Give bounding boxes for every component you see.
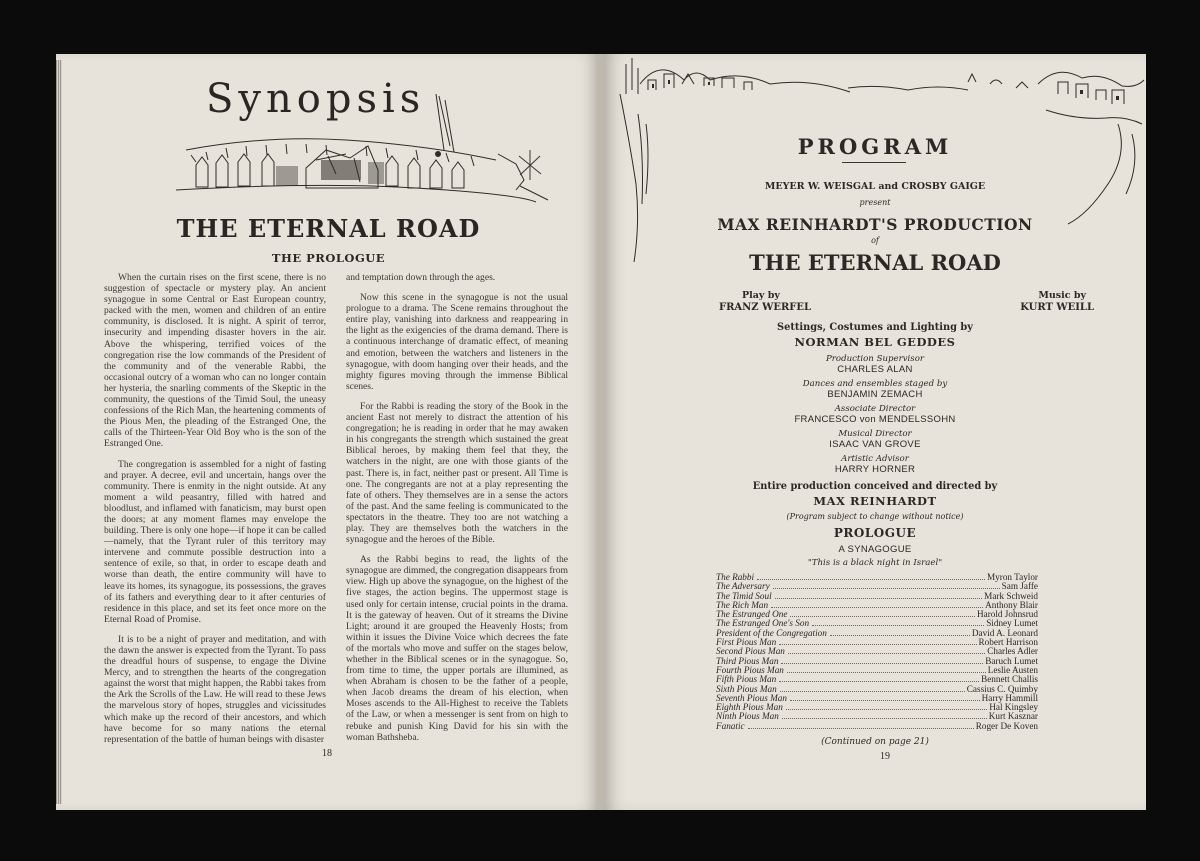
cast-actor: Bennett Challis [981, 674, 1038, 685]
credit-role: Production Supervisor [826, 354, 924, 364]
dot-leader [775, 597, 983, 599]
music-by-label: Music by [1038, 290, 1086, 301]
page-number-left: 18 [322, 748, 332, 759]
cast-role: Seventh Pious Man [716, 692, 787, 703]
synopsis-heading: Synopsis [206, 76, 426, 122]
director-name: MAX REINHARDT [813, 494, 937, 508]
synopsis-column-1 [104, 272, 326, 754]
cast-actor: Roger De Koven [975, 720, 1038, 731]
cast-role: The Rabbi [716, 572, 755, 582]
dot-leader [773, 587, 1000, 589]
dot-leader [812, 624, 984, 626]
music-by-composer: KURT WEILL [1020, 302, 1094, 313]
continued-note: (Continued on page 21) [821, 737, 929, 747]
of-word: of [871, 236, 879, 245]
pencil-asterisk-mark [516, 148, 544, 182]
cast-actor: Baruch Lumet [985, 655, 1038, 666]
cast-role: The Estranged One [716, 609, 788, 620]
credit-role: Artistic Advisor [841, 454, 909, 464]
cast-list [716, 573, 1038, 731]
cast-actor: Charles Adler [987, 646, 1038, 657]
program-heading: PROGRAM [797, 134, 953, 159]
right-page [604, 54, 1146, 810]
directed-label: Entire production conceived and directed by [752, 481, 998, 492]
synopsis-paragraph: Now this scene in the synagogue is not the usual prologue to a drama. The Scene remains throughout the entire play, vanishing into darkness and reappearing in the light as the exigencies of the drama demand. There is a continuous interchange of dramatic effect, of meaning and emotion, between the watchers and listeners in the synagogue, with doom hanging over their heads, and the mighty figures moving through the immense Biblical scenes. [346, 292, 568, 392]
synopsis-paragraph: and temptation down through the ages. [346, 272, 496, 283]
dot-leader [748, 727, 974, 729]
dot-leader [782, 717, 987, 719]
dot-leader [788, 652, 985, 654]
cast-role: Ninth Pious Man [716, 711, 779, 722]
cast-role: Sixth Pious Man [716, 683, 777, 694]
dot-leader [779, 680, 979, 682]
play-by-author: FRANZ WERFEL [719, 302, 812, 313]
credit-role: Associate Director [834, 404, 916, 414]
synopsis-subtitle: THE PROLOGUE [271, 251, 386, 265]
cast-role: Eighth Pious Man [716, 702, 783, 713]
cast-role: First Pious Man [716, 637, 777, 648]
settings-designer: NORMAN BEL GEDDES [794, 335, 956, 349]
cast-role: Fourth Pious Man [716, 664, 784, 675]
cast-actor: Mark Schweid [984, 590, 1038, 601]
synopsis-paragraph: As the Rabbi begins to read, the lights of the synagogue are dimmed, the congregation disappears from view. High up above the synagogue, on the highest of the five stages, the action begins. The uppermost stage is used only for certain intense, crucial points in the drama. It is the gateway of heaven. Out of it streams the Divine Light; around it are grouped the Heavenly Hosts; from within it issues the Divine Voice which decrees the fate of the mortals who move and suffer on the stages below, whether in the Biblical scenes or in the synagogue. So, from time to time, the upper portals are illumined, as when Abraham is chosen to be the father of a people, when Jacob dreams the dream of his election, when Moses ascends to the All-Highest to receive the Tablets of the Law, or when a messenger is sent from on high to rebuke and punish King David for his sin with the woman Bathsheba. [346, 554, 568, 743]
cast-role: President of the Congregation [716, 627, 827, 638]
open-program-spread [56, 54, 1146, 810]
cast-actor: Sam Jaffe [1001, 581, 1038, 592]
credit-name: FRANCESCO von MENDELSSOHN [794, 414, 956, 425]
cast-role: The Rich Man [716, 599, 769, 610]
credit-name: HARRY HORNER [834, 464, 916, 475]
synopsis-paragraph: For the Rabbi is reading the story of the Book in the ancient East not merely to distract the attention of his congregation; he is reading in order that he may awaken in his congregants the strength which sustained the great Biblical heroes, by making them feel that they, the watchers in the night, are one with those giants of the past. There is, in fact, neither past or present. All Time is one. The congregants are not at a play representing the fate of others. They themselves are in a sense the actors of the past. And the same feeling is communicated to the spectators in the theatre. They too are not watching a play. They are themselves both the watchers in the synagogue and the heroes of the Bible. [346, 400, 568, 546]
cast-row [716, 722, 1038, 731]
cast-actor: Leslie Austen [987, 664, 1038, 675]
credit-name: CHARLES ALAN [837, 364, 913, 375]
cast-role: The Estranged One's Son [716, 618, 810, 629]
credit-name: ISAAC VAN GROVE [829, 439, 921, 450]
cast-actor: Hal Kingsley [989, 702, 1038, 713]
page-stack-edge [56, 60, 62, 804]
dot-leader [781, 662, 983, 664]
cast-actor: Harry Hammill [981, 692, 1038, 703]
dot-leader [790, 699, 980, 701]
credit-role: Dances and ensembles staged by [802, 379, 948, 389]
play-by-label: Play by [742, 290, 780, 301]
credit-name: BENJAMIN ZEMACH [827, 389, 923, 400]
left-page [56, 54, 601, 810]
synopsis-column-2 [346, 272, 568, 752]
cast-actor: Myron Taylor [987, 572, 1038, 582]
presenters: MEYER W. WEISGAL and CROSBY GAIGE [764, 181, 986, 192]
synopsis-title: THE ETERNAL ROAD [176, 214, 481, 243]
cast-role: Fanatic [716, 720, 745, 731]
cast-actor: Anthony Blair [985, 599, 1038, 610]
cast-actor: Harold Johnsrud [977, 609, 1038, 620]
dot-leader [786, 708, 987, 710]
present-word: present [859, 198, 891, 207]
dot-leader [757, 578, 985, 580]
cast-actor: Robert Harrison [978, 637, 1038, 648]
program-title: THE ETERNAL ROAD [749, 250, 1001, 275]
dot-leader [779, 643, 976, 645]
synagogue-illustration [116, 90, 556, 210]
section-quote: "This is a black night in Israel" [807, 558, 943, 568]
page-number-right: 19 [880, 751, 890, 762]
settings-label: Settings, Costumes and Lighting by [777, 322, 973, 333]
dot-leader [790, 615, 975, 617]
synopsis-paragraph: It is to be a night of prayer and meditation, and with the dawn the answer is expected from the Tyrant. To pass the dreadful hours of suspense, to engage the Divine Mercy, and to strengthen the hearts of the congregation against the worst that might happen, the Rabbi takes from the Ark the Scrolls of the Law. He will read to these Jews the marvelous story of hopes, struggles and vicissitudes which make up the record of their ancestors, and which have become for so many nations the eternal representation of the battle of human beings with disaster [104, 633, 326, 745]
cast-actor: Kurt Kasznar [988, 711, 1038, 722]
cast-role: The Timid Soul [716, 590, 772, 601]
cast-role: Third Pious Man [716, 655, 779, 666]
dot-leader [830, 634, 970, 636]
dot-leader [771, 606, 983, 608]
cast-role: The Adversary [716, 581, 770, 592]
synopsis-paragraph: The congregation is assembled for a night of fasting and prayer. A decree, evil and uncertain, hangs over the community. There is enmity in the night outside. At any moment a wild peasantry, filled with hatred and bloodlust, and inflamed with fanaticism, may burst open the doors; at any moment flames may envelope the building. There is only one hope—if hope it can be called—namely, that the Tyrant ruler of this territory may intervene and commute possible destruction into a sentence of exile, so that, in order to escape death and worse than death, the entire community will have to leave its homes, its synagogue, its possessions, the graves of its fathers and everything dear to it after centuries of residence in this place, and set its feet once more on the Eternal Road of Promise. [104, 458, 326, 625]
dot-leader [787, 671, 986, 673]
cast-role: Second Pious Man [716, 646, 785, 657]
synopsis-paragraph: When the curtain rises on the first scene, there is no suggestion of spectacle or mystery play. An ancient synagogue in some Central or East European country, packed with the men, women and children of an entire community, is disclosed. It is night. A spirit of terror, insecurity and impending disaster hovers in the air. Above the whispering, terrified voices of the congregation rise the low commands of the President of the community and of the venerable Rabbi, the occasional outcry of a woman who can no longer contain her hysteria, the snarling comments of the Skeptic in the community, the questions of the Timid Soul, the uneasy confessions of the Rich Man, the heartening comments of the Pious Men, the pleading of the Estranged One, the calls of the Thirteen-Year Old Boy who is the son of the Estranged One. [104, 272, 326, 450]
cast-actor: Cassius C. Quimby [966, 683, 1038, 694]
cast-actor: David A. Leonard [971, 627, 1038, 638]
credit-role: Musical Director [838, 429, 912, 439]
production-line: MAX REINHARDT'S PRODUCTION [717, 215, 1033, 234]
section-heading: PROLOGUE [833, 526, 917, 540]
dot-leader [780, 690, 965, 692]
section-setting: A SYNAGOGUE [838, 544, 912, 555]
cast-role: Fifth Pious Man [716, 674, 777, 685]
cast-actor: Sidney Lumet [986, 618, 1038, 629]
program-notice: (Program subject to change without notice) [786, 512, 964, 521]
heading-rule [842, 162, 906, 163]
